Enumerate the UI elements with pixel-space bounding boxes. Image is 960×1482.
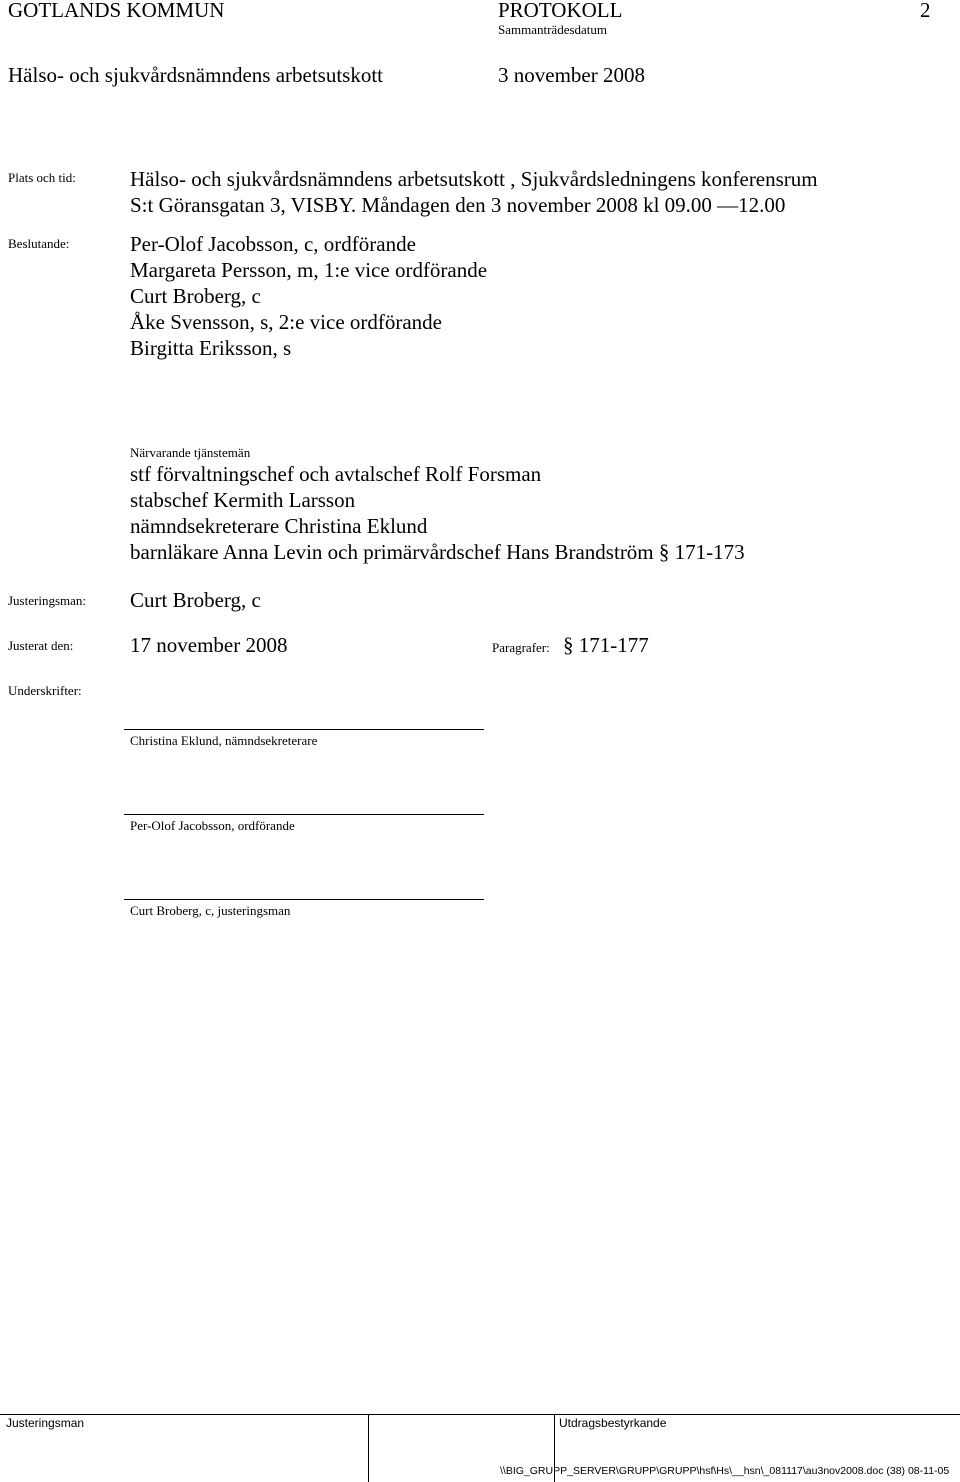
deciders-label: Beslutande: bbox=[8, 236, 70, 251]
adjuster-name: Curt Broberg, c bbox=[130, 588, 261, 612]
committee-name: Hälso- och sjukvårdsnämndens arbetsutskott bbox=[8, 63, 384, 87]
meeting-date: 3 november 2008 bbox=[498, 63, 645, 87]
officials-heading: Närvarande tjänstemän bbox=[130, 445, 251, 460]
org-name: GOTLANDS KOMMUN bbox=[8, 0, 225, 22]
footer bbox=[0, 1414, 960, 1482]
footer-extract-label: Utdragsbestyrkande bbox=[559, 1416, 667, 1430]
official-item: stabschef Kermith Larsson bbox=[130, 488, 356, 512]
signature-line bbox=[124, 899, 484, 900]
signatures-label: Underskrifter: bbox=[8, 683, 82, 698]
adjusted-date: 17 november 2008 bbox=[130, 633, 288, 657]
signature-caption: Curt Broberg, c, justeringsman bbox=[130, 903, 291, 918]
place-line-2: S:t Göransgatan 3, VISBY. Måndagen den 3 november 2008 kl 09.00 —12.00 bbox=[130, 193, 786, 217]
place-line-1: Hälso- och sjukvårdsnämndens arbetsutskott , Sjukvårdsledningens konferensrum bbox=[130, 167, 818, 191]
adjusted-label: Justerat den: bbox=[8, 638, 74, 653]
signature-caption: Christina Eklund, nämndsekreterare bbox=[130, 733, 318, 748]
signature-line bbox=[124, 814, 484, 815]
official-item: barnläkare Anna Levin och primärvårdschef Hans Brandström § 171-173 bbox=[130, 540, 745, 564]
decider-item: Åke Svensson, s, 2:e vice ordförande bbox=[130, 310, 443, 334]
decider-item: Curt Broberg, c bbox=[130, 284, 261, 308]
footer-divider bbox=[0, 1414, 960, 1415]
paragraphs-label: Paragrafer: bbox=[492, 640, 550, 655]
decider-item: Per-Olof Jacobsson, c, ordförande bbox=[130, 232, 416, 256]
decider-item: Margareta Persson, m, 1:e vice ordförande bbox=[130, 258, 488, 282]
document-type: PROTOKOLL bbox=[498, 0, 623, 22]
signature-caption: Per-Olof Jacobsson, ordförande bbox=[130, 818, 295, 833]
paragraphs-value: § 171-177 bbox=[563, 633, 649, 657]
page-number: 2 bbox=[920, 0, 931, 22]
official-item: stf förvaltningschef och avtalschef Rolf Forsman bbox=[130, 462, 542, 486]
signature-line bbox=[124, 729, 484, 730]
date-label: Sammanträdesdatum bbox=[498, 22, 608, 37]
adjuster-label: Justeringsman: bbox=[8, 593, 86, 608]
footer-adjuster-label: Justeringsman bbox=[6, 1416, 85, 1430]
place-label: Plats och tid: bbox=[8, 170, 76, 185]
official-item: nämndsekreterare Christina Eklund bbox=[130, 514, 428, 538]
decider-item: Birgitta Eriksson, s bbox=[130, 336, 292, 360]
footer-file-path: \\BIG_GRUPP_SERVER\GRUPP\GRUPP\hsf\Hs\__hsn\_081117\au3nov2008.doc (38) 08-11-05 bbox=[500, 1465, 950, 1477]
footer-column-divider bbox=[368, 1414, 369, 1482]
